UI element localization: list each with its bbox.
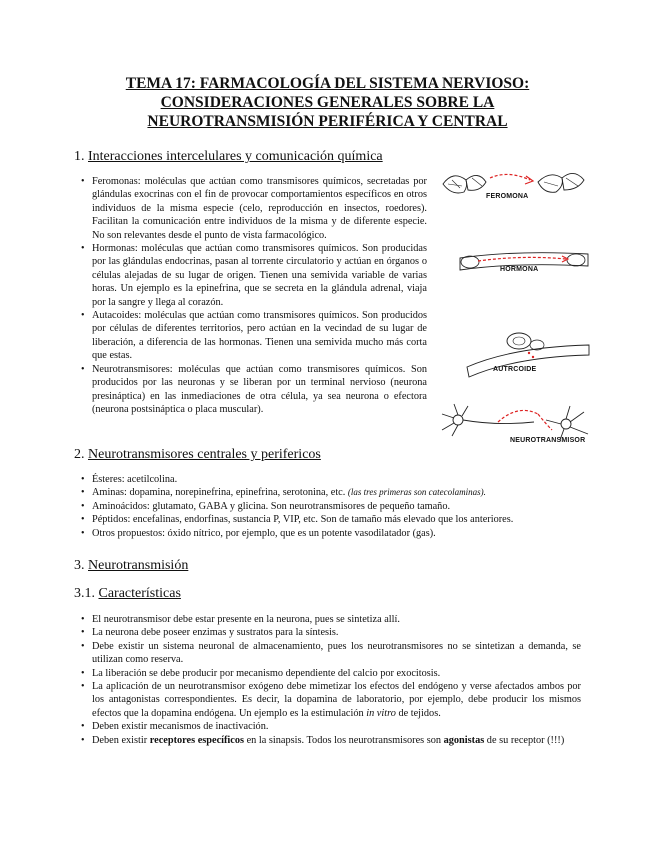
list-item-esteres: • Ésteres: acetilcolina. xyxy=(81,473,581,486)
section-2-list xyxy=(81,473,581,540)
list-item-enzimas: • La neurona debe poseer enzimas y sustratos para la síntesis. xyxy=(81,626,581,639)
list-item-autacoides: • Autacoides: moléculas que actúan como transmisores químicos. Son producidos por células de diferentes territorios, pero actúan en la vecindad de su lugar de liberación, a diferencia de las hormonas. Tienen una semivida mucho más corta que estas. xyxy=(81,309,427,363)
agonistas-bold: agonistas xyxy=(443,734,485,746)
section-1-list xyxy=(81,175,427,416)
section-2-number: 2. xyxy=(74,447,85,462)
neurotransmisor-illustration xyxy=(438,400,596,452)
title-line-1: TEMA 17: FARMACOLOGÍA DEL SISTEMA NERVIOSO: xyxy=(125,75,530,92)
exogeno-text-a: La aplicación de un neurotransmisor exógeno debe mimetizar los efectos del endógeno y verse afectados ambos por los antagonistas correspondientes. Es decir, la dopamina de laboratorio, por ejemplo, debe producir los mismos efectos que la dopamina endógena. Un ejemplo es la estimulación xyxy=(92,681,581,719)
exogeno-text-b: de tejidos. xyxy=(395,707,441,719)
title-line-3: NEUROTRANSMISIÓN PERIFÉRICA Y CENTRAL xyxy=(147,113,508,130)
list-item-aminoacidos: • Aminoácidos: glutamato, GABA y glicina. Son neurotransmisores de pequeño tamaño. xyxy=(81,500,581,513)
figure-feromona xyxy=(438,164,588,214)
section-2-title: Neurotransmisores centrales y perifericos xyxy=(88,447,321,462)
autacoide-illustration xyxy=(463,325,593,387)
receptores-text-a: Deben existir xyxy=(92,734,150,746)
list-item-liberacion: • La liberación se debe producir por mecanismo dependiente del calcio por exocitosis. xyxy=(81,667,581,680)
hormona-label: HORMONA xyxy=(500,266,539,273)
neurotransmisor-label: NEUROTRANSMISOR xyxy=(510,437,586,444)
list-item-hormonas: • Hormonas: moléculas que actúan como transmisores químicos. Son producidas por las glándulas endocrinas, pasan al torrente circulatorio y actúan en órganos o células alejadas de su lugar de origen. Tienen una semivida variable de varias horas. Un ejemplo es la epinefrina, que se secreta en la glándula adrenal, viaja por la sangre y llega al corazón. xyxy=(81,242,427,309)
figure-autacoide xyxy=(463,325,593,387)
list-item-presente: • El neurotransmisor debe estar presente en la neurona, pues se sintetiza allí. xyxy=(81,613,581,626)
list-item-receptores xyxy=(81,734,581,747)
list-item-exogeno xyxy=(81,680,581,720)
section-1-title: Interacciones intercelulares y comunicación química xyxy=(88,149,383,164)
receptores-text-b: en la sinapsis. Todos los neurotransmisores son xyxy=(244,734,444,746)
autacoide-label: AUTRCOIDE xyxy=(493,366,537,373)
list-item-inactivacion: • Deben existir mecanismos de inactivación. xyxy=(81,720,581,733)
list-item-otros: • Otros propuestos: óxido nítrico, por ejemplo, que es un potente vasodilatador (gas). xyxy=(81,527,581,540)
feromona-illustration xyxy=(438,164,588,214)
list-item-feromonas: • Feromonas: moléculas que actúan como transmisores químicos, secretadas por glándulas exocrinas con el fin de provocar comportamientos específicos en otros individuos de la misma especie (celo, reproducción en insectos, roedores). Facilitan la comunicación entre individuos de la misma y de diferente especie. No son relevantes desde el punto de vista farmacológico. xyxy=(81,175,427,242)
section-1-heading xyxy=(74,148,383,166)
receptores-text-c: de su receptor (!!!) xyxy=(484,734,565,746)
aminas-note: (las tres primeras son catecolaminas). xyxy=(347,487,486,498)
feromona-label: FEROMONA xyxy=(486,193,529,200)
aminas-text: Aminas: dopamina, norepinefrina, epinefrina, serotonina, etc. xyxy=(92,487,346,499)
page-title xyxy=(60,74,595,131)
section-3-1-number: 3.1. xyxy=(74,586,95,601)
title-line-2: CONSIDERACIONES GENERALES SOBRE LA xyxy=(160,94,495,111)
receptores-especificos-bold: receptores específicos xyxy=(149,734,245,746)
section-3-1-title: Características xyxy=(98,586,181,601)
section-3-title: Neurotransmisión xyxy=(88,558,189,573)
section-3-1-heading xyxy=(74,585,181,603)
hormona-illustration xyxy=(456,244,592,280)
list-item-almacenamiento: • Debe existir un sistema neuronal de almacenamiento, pues los neurotransmisores no se sintetizan a demanda, se utilizan como reserva. xyxy=(81,640,581,667)
list-item-peptidos: • Péptidos: encefalinas, endorfinas, sustancia P, VIP, etc. Son de tamaño más elevado que los anteriores. xyxy=(81,513,581,526)
section-3-number: 3. xyxy=(74,558,85,573)
list-item-aminas xyxy=(81,486,581,499)
section-3-1-list xyxy=(81,613,581,747)
section-1-number: 1. xyxy=(74,149,85,164)
section-2-heading xyxy=(74,446,321,464)
list-item-neurotransmisores: • Neurotransmisores: moléculas que actúan como transmisores químicos. Son producidos por las neuronas y se liberan por un terminal nervioso (neurona presináptica) en las inmediaciones de otra célula, ya sea neurona o efectora (neurona postsináptica o placa muscular). xyxy=(81,363,427,417)
section-3-heading xyxy=(74,557,188,575)
in-vitro-text: in vitro xyxy=(366,707,396,719)
figure-hormona xyxy=(456,244,592,280)
figure-neurotransmisor xyxy=(438,400,596,452)
